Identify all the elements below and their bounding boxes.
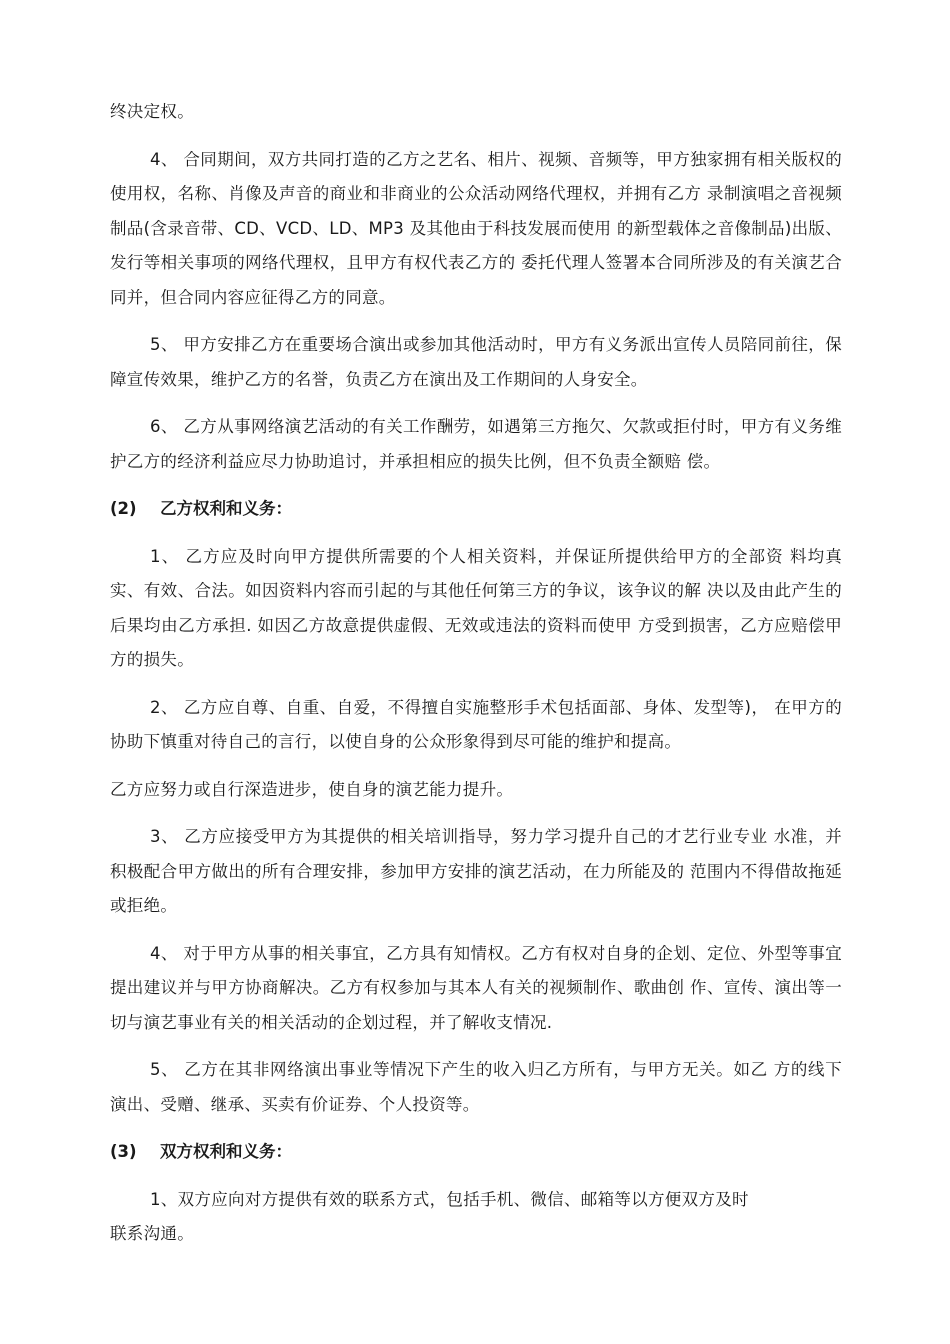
section-heading-2 bbox=[110, 492, 842, 527]
paragraph-both-1: 1、双方应向对方提供有效的联系方式，包括手机、微信、邮箱等以方便双方及时 bbox=[150, 1189, 749, 1209]
paragraph-party-b-2: 2、 乙方应自尊、自重、自爱，不得擅自实施整形手术包括面部、身体、发型等)， 在甲方的协助下慎重对待自己的言行，以使自身的公众形象得到尽可能的维护和提高。 bbox=[110, 697, 842, 751]
section-number: (3) bbox=[110, 1142, 137, 1161]
paragraph-party-b-5: 5、 乙方在其非网络演出事业等情况下产生的收入归乙方所有，与甲方无关。如乙 方的线下演出、受赠、继承、买卖有价证券、个人投资等。 bbox=[110, 1060, 842, 1114]
paragraph-party-a-4: 4、 合同期间，双方共同打造的乙方之艺名、相片、视频、音频等，甲方独家拥有相关版权的使用权，名称、肖像及声音的商业和非商业的公众活动网络代理权，并拥有乙方 录制演唱之音视频制品(含录音带、CD、VCD、LD、MP3 及其他由于科技发展而使用 的新型载体之音像制品)出版、发行等相关事项的网络代理权，且甲方有权代表乙方的 委托代理人签署本合同所涉及的有关演艺合同并，但合同内容应征得乙方的同意。 bbox=[110, 149, 842, 307]
paragraph-top: 终决定权。 bbox=[110, 102, 194, 121]
paragraph-party-a-5: 5、 甲方安排乙方在重要场合演出或参加其他活动时，甲方有义务派出宣传人员陪同前往，保障宣传效果，维护乙方的名誉，负责乙方在演出及工作期间的人身安全。 bbox=[110, 335, 842, 389]
paragraph-party-a-6: 6、 乙方从事网络演艺活动的有关工作酬劳，如遇第三方拖欠、欠款或拒付时，甲方有义务维护乙方的经济利益应尽力协助追讨，并承担相应的损失比例，但不负责全额赔 偿。 bbox=[110, 417, 842, 471]
paragraph-party-b-4: 4、 对于甲方从事的相关事宜，乙方具有知情权。乙方有权对自身的企划、定位、外型等事宜提出建议并与甲方协商解决。乙方有权参加与其本人有关的视频制作、歌曲创 作、宣传、演出等一切与演艺事业有关的相关活动的企划过程，并了解收支情况. bbox=[110, 943, 842, 1032]
paragraph-both-1-cont: 联系沟通。 bbox=[110, 1224, 194, 1243]
paragraph-party-b-2-cont: 乙方应努力或自行深造进步，使自身的演艺能力提升。 bbox=[110, 779, 514, 799]
section-title: 乙方权利和义务： bbox=[160, 499, 292, 518]
paragraph-party-b-3: 3、 乙方应接受甲方为其提供的相关培训指导，努力学习提升自己的才艺行业专业 水准，并积极配合甲方做出的所有合理安排，参加甲方安排的演艺活动，在力所能及的 范围内不得借故拖延或拒绝。 bbox=[110, 827, 842, 915]
section-title: 双方权利和义务： bbox=[160, 1142, 292, 1161]
section-number: (2) bbox=[110, 499, 137, 518]
section-heading-3 bbox=[110, 1135, 842, 1170]
paragraph-party-b-1: 1、 乙方应及时向甲方提供所需要的个人相关资料，并保证所提供给甲方的全部资 料均真实、有效、合法。如因资料内容而引起的与其他任何第三方的争议，该争议的解 决以及由此产生的后果均由乙方承担. 如因乙方故意提供虚假、无效或违法的资料而使甲 方受到损害，乙方应赔偿甲方的损失。 bbox=[110, 546, 842, 669]
